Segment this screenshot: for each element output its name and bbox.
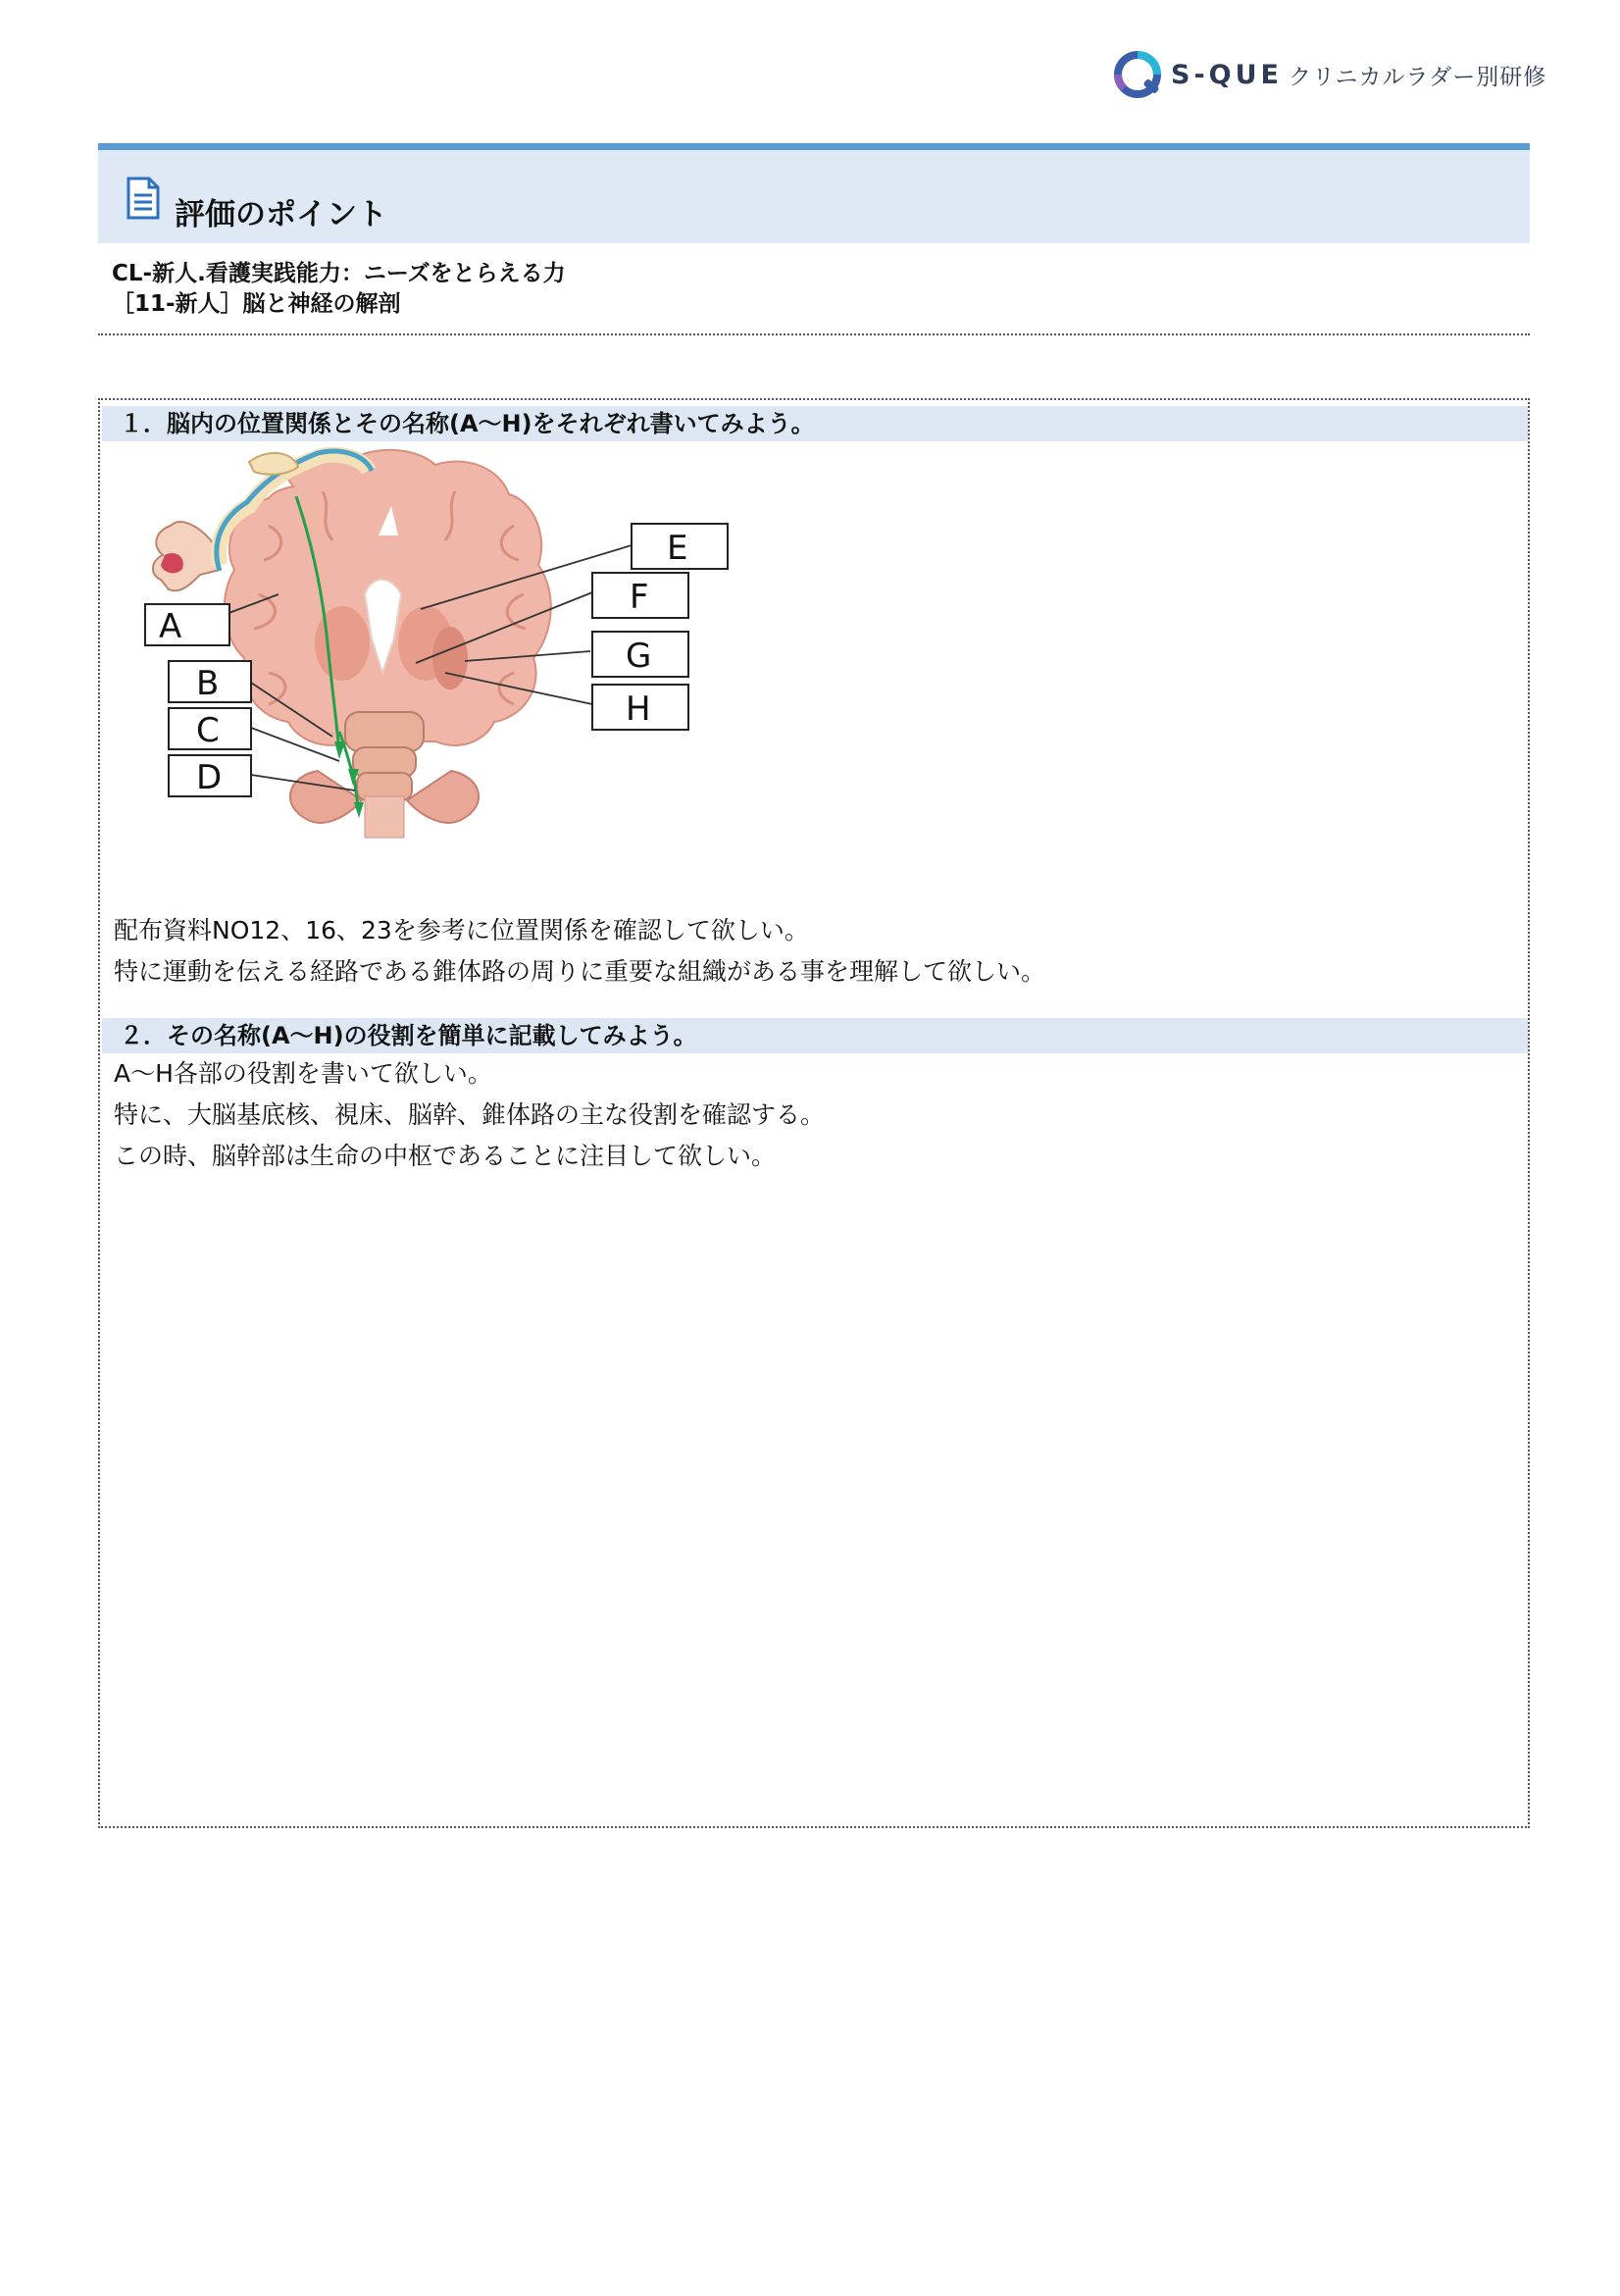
content-frame <box>98 398 1530 1828</box>
section-2-line: この時、脳幹部は生命の中枢であることに注目して欲しい。 <box>114 1142 777 1170</box>
figure-label-g: G <box>626 637 652 676</box>
brand-subtitle: クリニカルラダー別研修 <box>1288 64 1547 90</box>
brain-diagram <box>122 447 808 859</box>
section-2-text <box>114 1053 825 1177</box>
title-banner <box>98 143 1530 243</box>
section-1-text <box>114 910 1045 993</box>
section-2-line: A〜H各部の役割を書いて欲しい。 <box>114 1059 492 1088</box>
document-icon <box>126 176 161 221</box>
figure-label-d: D <box>196 758 223 797</box>
figure-label-c: C <box>196 711 220 750</box>
s-que-logo-icon <box>1114 49 1165 100</box>
course-meta <box>112 259 566 320</box>
brand-name: S-QUE <box>1171 59 1283 90</box>
figure-label-e: E <box>667 529 688 568</box>
figure-label-h: H <box>626 689 651 729</box>
figure-label-f: F <box>630 578 649 617</box>
section-1-line: 特に運動を伝える経路である錐体路の周りに重要な組織がある事を理解して欲しい。 <box>114 957 1046 986</box>
question-2-heading: ２．その名称(A〜H)の役割を簡単に記載してみよう。 <box>102 1018 1528 1053</box>
page-title: 評価のポイント <box>175 197 387 232</box>
section-1-line: 配布資料NO12、16、23を参考に位置関係を確認して欲しい。 <box>114 916 809 944</box>
figure-label-a: A <box>159 607 182 646</box>
course-unit: ［11-新人］脳と神経の解剖 <box>112 291 401 317</box>
brand-logo <box>1114 47 1546 102</box>
question-1-heading: １．脳内の位置関係とその名称(A〜H)をそれぞれ書いてみよう。 <box>102 406 1528 441</box>
figure-label-b: B <box>196 664 220 703</box>
divider <box>98 333 1530 335</box>
course-competency: CL-新人.看護実践能力：ニーズをとらえる力 <box>112 261 566 286</box>
section-2-line: 特に、大脳基底核、視床、脳幹、錐体路の主な役割を確認する。 <box>114 1100 826 1129</box>
